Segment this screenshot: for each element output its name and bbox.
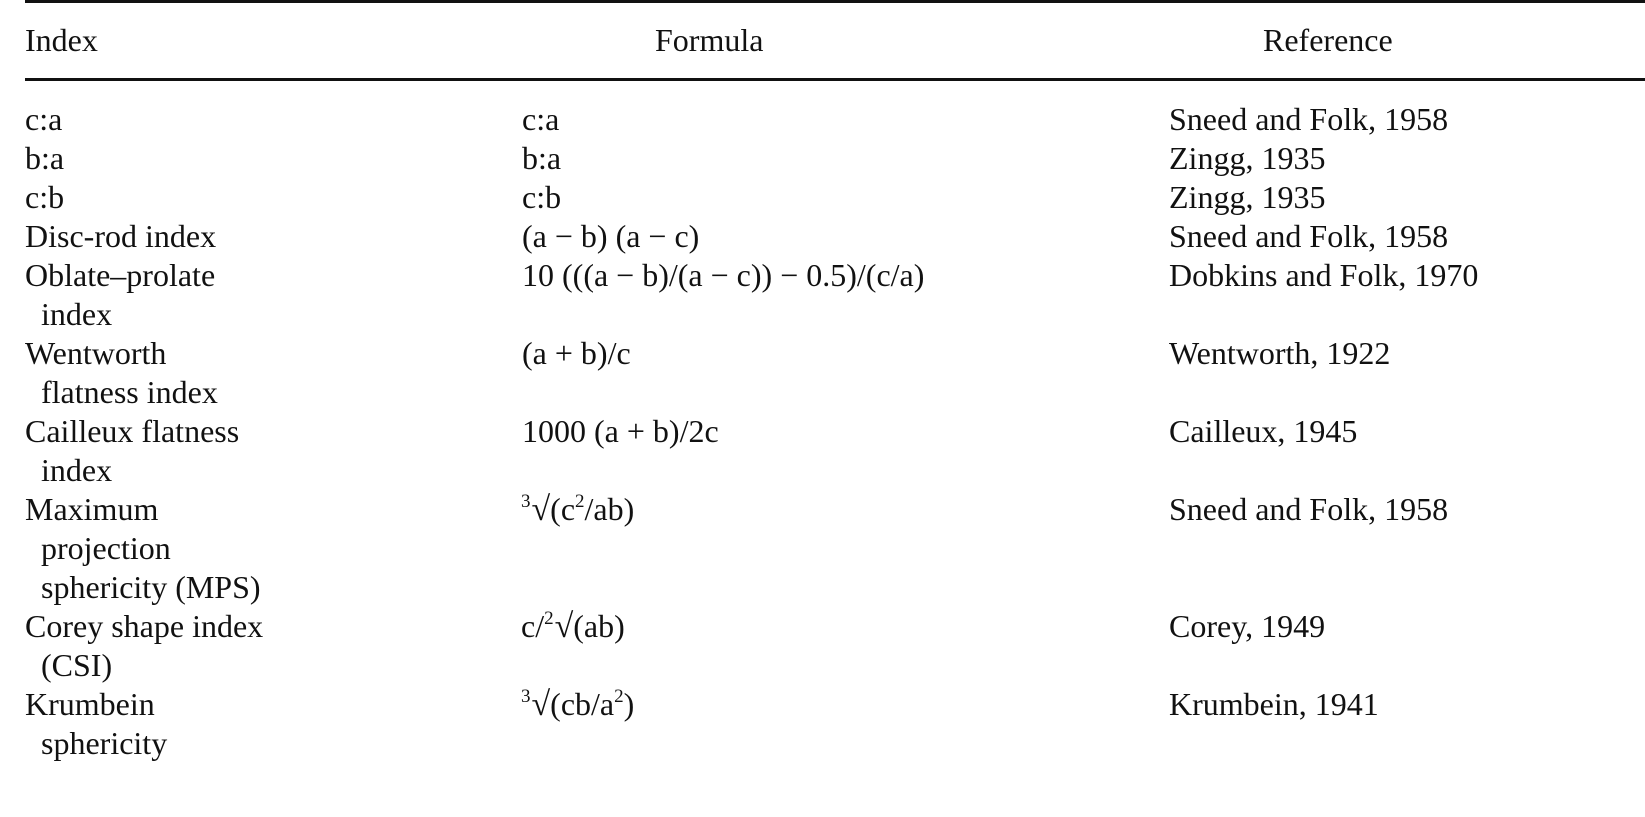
index-label-continuation: flatness index bbox=[41, 374, 218, 410]
index-label-continuation: (CSI) bbox=[41, 647, 113, 683]
index-label: Wentworth bbox=[25, 335, 167, 371]
formula-cell bbox=[521, 256, 924, 300]
index-label: Cailleux flatness bbox=[25, 413, 240, 449]
formula-cell bbox=[521, 100, 559, 144]
index-label: Disc-rod index bbox=[25, 218, 217, 254]
index-cell bbox=[25, 256, 215, 334]
reference-cell: Sneed and Folk, 1958 bbox=[1169, 218, 1449, 254]
formula-cell bbox=[521, 178, 561, 222]
header-rule bbox=[25, 78, 1645, 81]
reference-cell: Zingg, 1935 bbox=[1169, 140, 1326, 176]
reference-cell: Cailleux, 1945 bbox=[1169, 413, 1358, 449]
reference-cell: Corey, 1949 bbox=[1169, 608, 1326, 644]
reference-cell: Sneed and Folk, 1958 bbox=[1169, 101, 1449, 137]
radical-index: 3 bbox=[521, 686, 531, 707]
radical-index: 2 bbox=[544, 608, 554, 629]
radical-sign-icon: √ bbox=[531, 686, 551, 723]
formula-cell bbox=[521, 334, 631, 378]
formula-prefix: c/ bbox=[521, 608, 545, 644]
index-cell bbox=[25, 139, 64, 178]
radical-sign-icon: √ bbox=[554, 608, 574, 645]
index-cell bbox=[25, 412, 239, 490]
reference-cell: Krumbein, 1941 bbox=[1169, 686, 1379, 722]
header-index: Index bbox=[25, 22, 98, 58]
index-label: Krumbein bbox=[25, 686, 155, 722]
index-label-continuation: index bbox=[41, 452, 113, 488]
index-label: Corey shape index bbox=[25, 608, 264, 644]
formula-cell bbox=[521, 490, 634, 534]
formula-text: c:b bbox=[522, 179, 562, 215]
index-label-continuation: projection bbox=[41, 530, 171, 566]
formula-text: 10 (((a − b)/(a − c)) − 0.5)/(c/a) bbox=[522, 257, 925, 293]
formula-text: (a − b) (a − c) bbox=[522, 218, 700, 254]
index-label: c:a bbox=[25, 101, 63, 137]
index-label: Oblate–prolate bbox=[25, 257, 216, 293]
index-cell bbox=[25, 607, 263, 685]
index-label-continuation: sphericity bbox=[41, 725, 168, 761]
index-label: b:a bbox=[25, 140, 65, 176]
index-cell bbox=[25, 490, 261, 607]
index-label-continuation: sphericity (MPS) bbox=[41, 569, 261, 605]
index-cell bbox=[25, 217, 216, 256]
formula-cell bbox=[521, 412, 719, 456]
formula-tail: /ab) bbox=[584, 491, 635, 527]
formula-text: (ab) bbox=[573, 608, 625, 644]
top-rule bbox=[25, 0, 1645, 3]
formula-text: (a + b)/c bbox=[522, 335, 631, 371]
radical-sign-icon: √ bbox=[531, 491, 551, 528]
formula-text: (c bbox=[550, 491, 576, 527]
header-reference: Reference bbox=[1263, 22, 1393, 58]
formula-cell bbox=[521, 217, 699, 261]
formula-text: 1000 (a + b)/2c bbox=[522, 413, 719, 449]
reference-cell: Sneed and Folk, 1958 bbox=[1169, 491, 1449, 527]
formula-text: (cb/a bbox=[550, 686, 615, 722]
formula-cell bbox=[521, 139, 561, 183]
reference-cell: Zingg, 1935 bbox=[1169, 179, 1326, 215]
radical-index: 3 bbox=[521, 491, 531, 512]
header-formula: Formula bbox=[655, 22, 764, 58]
formula-tail: ) bbox=[623, 686, 635, 722]
formula-cell bbox=[521, 685, 634, 729]
reference-cell: Wentworth, 1922 bbox=[1169, 335, 1391, 371]
index-cell bbox=[25, 178, 64, 217]
formula-cell bbox=[521, 607, 625, 651]
index-label: Maximum bbox=[25, 491, 159, 527]
formula-superscript: 2 bbox=[575, 491, 585, 512]
formula-superscript: 2 bbox=[614, 686, 624, 707]
index-cell bbox=[25, 100, 62, 139]
reference-cell: Dobkins and Folk, 1970 bbox=[1169, 257, 1479, 293]
index-cell bbox=[25, 334, 218, 412]
index-label: c:b bbox=[25, 179, 65, 215]
index-cell bbox=[25, 685, 167, 763]
formula-text: c:a bbox=[522, 101, 560, 137]
formula-text: b:a bbox=[522, 140, 562, 176]
index-label-continuation: index bbox=[41, 296, 113, 332]
